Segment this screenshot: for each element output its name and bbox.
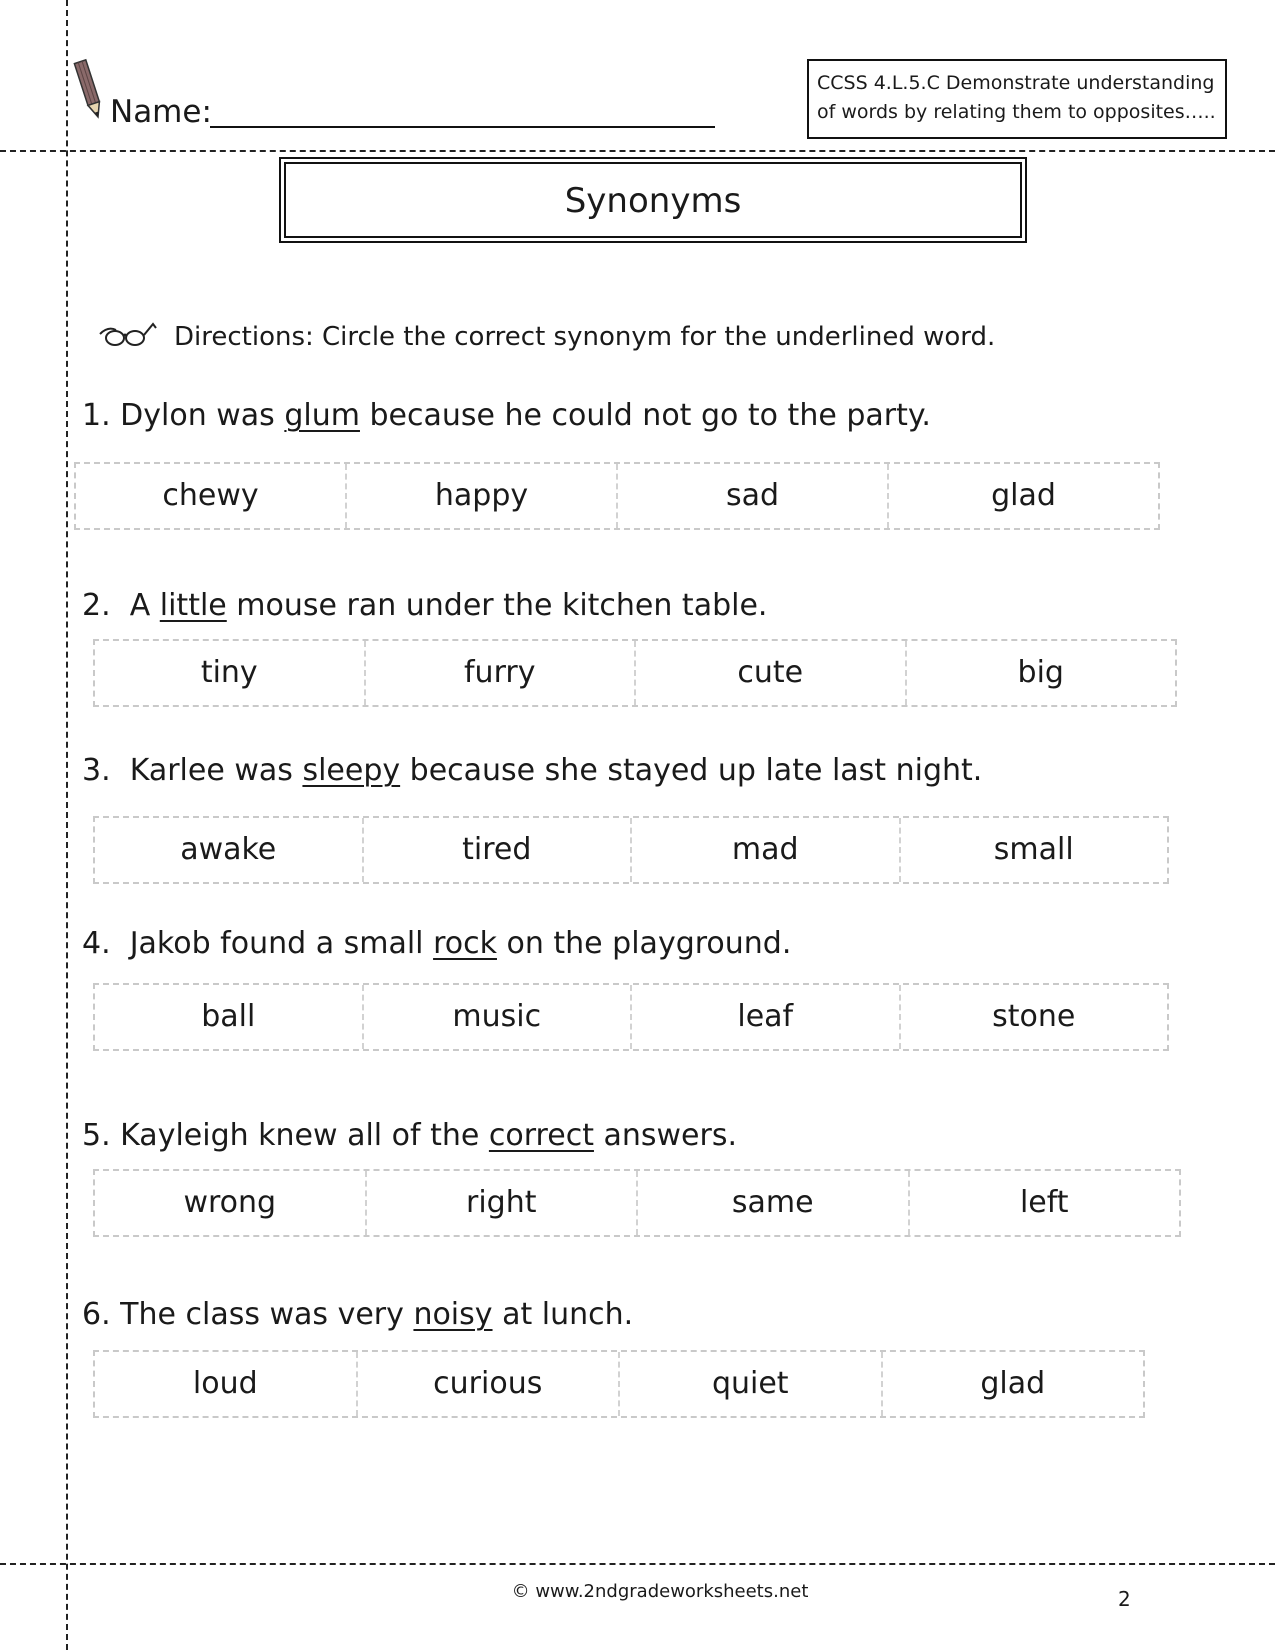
choice-option[interactable]: leaf [632,985,901,1049]
page-number: 2 [1118,1587,1131,1611]
choice-option[interactable]: cute [636,641,907,705]
choice-option[interactable]: glad [991,478,1056,513]
choice-option[interactable]: loud [95,1352,358,1416]
choice-option[interactable]: sad [618,464,889,528]
answer-choices-2 [93,639,1177,707]
choice-option[interactable]: small [993,832,1074,867]
standard-text-line2: of words by relating them to opposites….. [817,101,1216,123]
question-text: A [110,588,160,623]
question-4 [82,924,791,964]
directions-text: Directions: Circle the correct synonym for the underlined word. [174,322,996,352]
choice-option[interactable]: wrong [95,1171,367,1235]
question-2 [82,586,767,626]
question-number: 2. [82,588,111,623]
copyright-footer: © www.2ndgradeworksheets.net [511,1581,809,1602]
answer-choices-1 [74,462,1160,530]
question-text: because he could not go to the party. [359,398,931,433]
name-label: Name: [110,94,212,130]
answer-choices-4 [93,983,1169,1051]
question-text: mouse ran under the kitchen table. [226,588,768,623]
choice-option[interactable]: same [638,1171,910,1235]
choice-option[interactable]: quiet [620,1352,883,1416]
choice-option[interactable]: furry [366,641,637,705]
question-number: 6. [82,1297,111,1332]
question-6 [82,1295,633,1335]
underlined-word: rock [433,926,497,961]
question-5 [82,1116,737,1156]
question-text: on the playground. [496,926,792,961]
top-divider-line [0,150,1275,152]
choice-option[interactable]: tired [364,818,633,882]
choice-option[interactable]: left [1019,1185,1069,1220]
left-margin-line [66,0,68,1650]
question-text: Jakob found a small [110,926,434,961]
question-text: The class was very [110,1297,414,1332]
standard-text-line1: CCSS 4.L.5.C Demonstrate understanding [817,72,1215,94]
choice-option[interactable]: awake [95,818,364,882]
glasses-icon [98,320,158,350]
answer-choices-6 [93,1350,1145,1418]
question-number: 4. [82,926,111,961]
choice-option[interactable]: mad [632,818,901,882]
choice-option[interactable]: glad [980,1366,1046,1401]
title-box [279,157,1027,243]
choice-option[interactable]: music [364,985,633,1049]
question-1 [82,396,931,436]
choice-option[interactable]: ball [95,985,364,1049]
question-number: 5. [82,1118,111,1153]
choice-option[interactable]: chewy [76,464,347,528]
question-text: because she stayed up late last night. [400,753,983,788]
question-text: answers. [593,1118,738,1153]
pencil-icon [72,56,108,122]
question-text: Karlee was [110,753,303,788]
underlined-word: glum [284,398,360,433]
choice-option[interactable]: tiny [95,641,366,705]
choice-option[interactable]: right [367,1171,639,1235]
choice-option[interactable]: happy [347,464,618,528]
bottom-divider-line [0,1563,1275,1565]
answer-choices-5 [93,1169,1181,1237]
standard-box [807,59,1227,139]
underlined-word: sleepy [302,753,401,788]
question-3 [82,751,982,791]
question-text: Kayleigh knew all of the [110,1118,489,1153]
question-text: at lunch. [492,1297,634,1332]
answer-choices-3 [93,816,1169,884]
choice-option[interactable]: stone [992,999,1076,1034]
question-text: Dylon was [110,398,285,433]
question-number: 1. [82,398,111,433]
name-field-line[interactable] [210,126,715,128]
choice-option[interactable]: curious [358,1352,621,1416]
underlined-word: correct [488,1118,594,1153]
question-number: 3. [82,753,111,788]
underlined-word: noisy [413,1297,493,1332]
underlined-word: little [159,588,227,623]
choice-option[interactable]: big [1017,655,1064,690]
page-title: Synonyms [284,162,1022,238]
